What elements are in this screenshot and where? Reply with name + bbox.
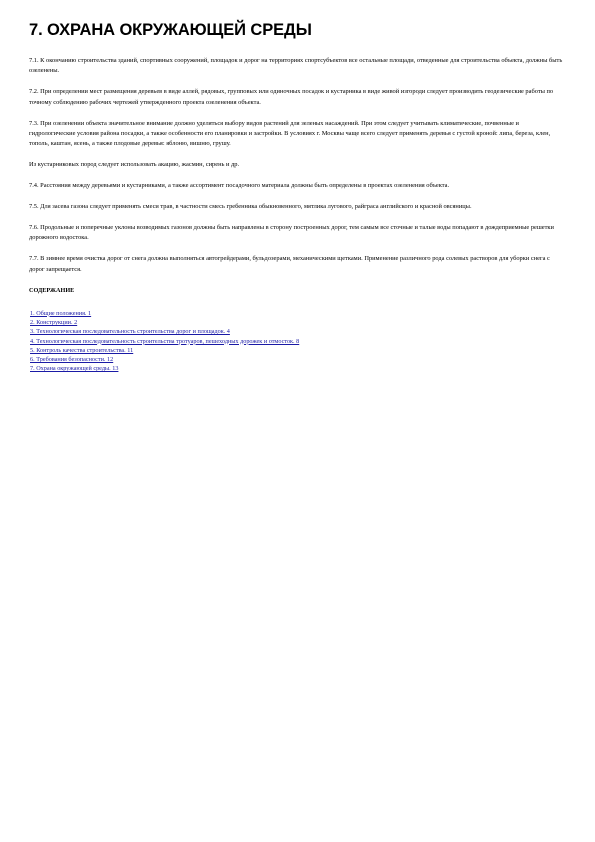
toc-item: [30, 346, 566, 355]
toc-item: [30, 337, 566, 346]
paragraph-7-5: 7.5. Для засева газона следует применять смеси трав, в частности смесь гребенника обыкновенного, мятлика лугового, райграса английского и красной овсяницы.: [29, 203, 472, 211]
paragraph-7-2: 7.2. При определении мест размещения деревьев в виде аллей, рядовых, групповых или одиночных посадок и кустарника в виде живой изгороди следует производить геодезические работы по точному соблюдению рабочих чертежей утвержденного проекта озеленения объекта.: [29, 88, 554, 106]
paragraph-7-7: 7.7. В зимнее время очистка дорог от снега должна выполняться автогрейдерами, бульдозерами, механическими щетками. Применение различного рода солевых растворов для уборки снега с дорог запрещается.: [29, 255, 550, 273]
toc-link-general[interactable]: 1. Общие положения. 1: [30, 309, 92, 317]
toc-link-quality[interactable]: 5. Контроль качества строительства. 11: [30, 346, 134, 354]
toc-link-environment[interactable]: 7. Охрана окружающей среды. 13: [30, 365, 119, 373]
section-title: 7. ОХРАНА ОКРУЖАЮЩЕЙ СРЕДЫ: [29, 21, 312, 39]
toc-item: [30, 355, 566, 364]
toc-heading: СОДЕРЖАНИЕ: [29, 286, 75, 294]
paragraph-7-1: 7.1. К окончанию строительства зданий, спортивных сооружений, площадок и дорог на территориях спортсубъектов все остальные площади, отведенные для строительства объекта, должны быть озеленены.: [29, 57, 563, 75]
table-of-contents: [29, 309, 566, 374]
paragraph-shrubs: Из кустарниковых пород следует использовать акацию, жасмин, сирень и др.: [29, 161, 240, 169]
toc-item: [30, 318, 566, 327]
toc-link-roads[interactable]: 3. Технологическая последовательность строительства дорог и площадок. 4: [30, 328, 230, 336]
paragraph-7-3: 7.3. При озеленении объекта значительное внимание должно уделяться выбору видов растений для зеленых насаждений. При этом следует учитывать климатические, почвенные и гидрологические условия района посадки, а также особенности его планировки и застройки. В условиях г. Москвы чаще всего следует применять деревья с густой кроной: липа, береза, клен, тополь, каштан, ясень, а также плодовые деревья: яблоню, вишню, грушу.: [29, 119, 551, 148]
document-page: [29, 20, 566, 374]
toc-item: [30, 309, 566, 318]
paragraph-7-6: 7.6. Продольные и поперечные уклоны возводимых газонов должны быть направлены в сторону построенных дорог, тем самым все сточные и талые воды попадают в дождеприемные решетки дорожного водостока.: [29, 224, 554, 242]
toc-item: [30, 364, 566, 373]
paragraph-7-4: 7.4. Расстояния между деревьями и кустарниками, а также ассортимент посадочного материала должны быть определены в проектах озеленения объекта.: [29, 182, 450, 190]
toc-link-sidewalks[interactable]: 4. Технологическая последовательность строительства тротуаров, пешеходных дорожек и отмосток. 8: [30, 337, 300, 345]
toc-item: [30, 327, 566, 336]
toc-link-constructions[interactable]: 2. Конструкции. 2: [30, 318, 78, 326]
toc-link-safety[interactable]: 6. Требования безопасности. 12: [30, 356, 114, 364]
